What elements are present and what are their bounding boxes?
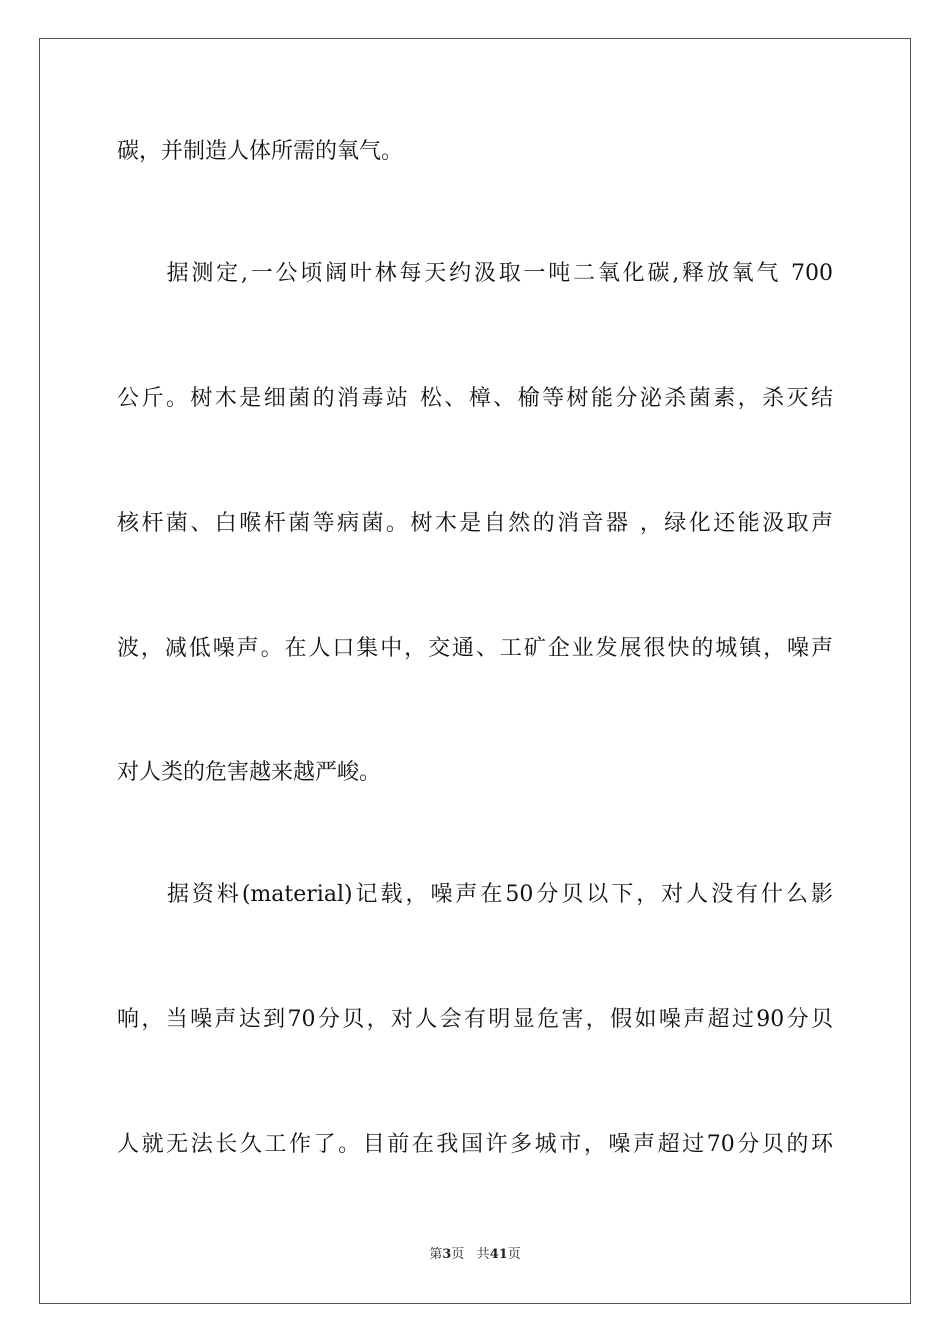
page-footer	[0, 1246, 950, 1264]
paragraph-line-9: 人就无法长久工作了。目前在我国许多城市，噪声超过70分贝的环	[117, 1132, 833, 1157]
paragraph-line-3: 公斤。树木是细菌的消毒站 松、樟、榆等树能分泌杀菌素，杀灭结	[117, 386, 833, 411]
paragraph-line-8: 响，当噪声达到70分贝，对人会有明显危害，假如噪声超过90分贝	[117, 1007, 833, 1032]
footer-prefix: 第	[429, 1247, 443, 1262]
footer-total-pages: 41	[489, 1247, 508, 1262]
footer-page-number: 3	[442, 1247, 452, 1262]
paragraph-line-1: 碳，并制造人体所需的氧气。	[117, 139, 404, 164]
paragraph-line-6: 对人类的危害越来越严峻。	[117, 760, 382, 785]
paragraph-line-4: 核杆菌、白喉杆菌等病菌。树木是自然的消音器 ，绿化还能汲取声	[117, 511, 833, 536]
page-border	[39, 38, 911, 1304]
paragraph-line-2: 据测定,一公顷阔叶林每天约汲取一吨二氧化碳,释放氧气 700	[117, 261, 833, 286]
footer-total-suffix: 页	[507, 1247, 521, 1262]
paragraph-line-7: 据资料(material)记载，噪声在50分贝以下，对人没有什么影	[117, 882, 833, 907]
footer-total-prefix: 共	[476, 1247, 490, 1262]
footer-page-suffix: 页	[451, 1247, 465, 1262]
paragraph-line-5: 波，减低噪声。在人口集中，交通、工矿企业发展很快的城镇，噪声	[117, 636, 833, 661]
